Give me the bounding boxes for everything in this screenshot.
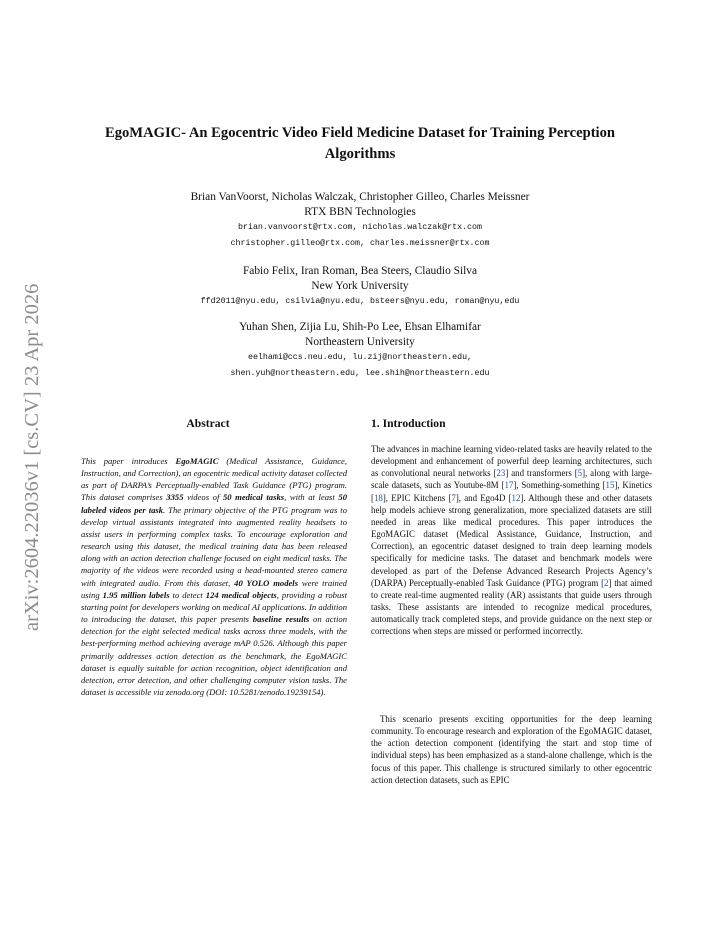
paper-title: EgoMAGIC- An Egocentric Video Field Medicine Dataset for Training Perception Algorithms <box>104 125 616 162</box>
abstract-emphasis: 3355 <box>166 492 184 503</box>
abstract-text <box>81 455 347 698</box>
author-names: Brian VanVoorst, Nicholas Walczak, Christopher Gilleo, Charles Meissner <box>190 191 530 203</box>
citation-link[interactable]: 15 <box>605 480 615 491</box>
citation-link[interactable]: 17 <box>504 480 514 491</box>
author-group-rtx <box>90 190 630 252</box>
author-affiliation: Northeastern University <box>305 336 415 348</box>
abstract-text-run: . The primary objective of the PTG program was to develop virtual assistants integrated into augmented reality headsets to assist users in performing complex tasks. To encourage exploration and research using this dataset, the medical training data has been released along with an action detection challenge focused on eight medical tasks. The majority of the videos were recorded using a head-mounted stereo camera with integrated audio. From this dataset, <box>81 504 347 588</box>
author-email-line: eelhami@ccs.neu.edu, lu.zij@northeastern.edu, <box>247 353 473 362</box>
author-names: Fabio Felix, Iran Roman, Bea Steers, Claudio Silva <box>242 265 478 277</box>
introduction-text-run: ] and transformers [ <box>505 468 578 479</box>
abstract-text-run: were trained using <box>81 577 347 600</box>
abstract-heading: Abstract <box>186 417 230 430</box>
introduction-text-run: ]. Although these and other datasets help models achieve strong generalization, more specialized datasets are still needed in areas like medical procedures. This paper introduces the EgoMAGIC dataset (Medical Assistance, Guidance, Instruction, and Correction), an egocentric dataset designed to train deep learning models specifically for medicine tasks. The dataset and benchmark models were developed as part of the Defense Advanced Research Projects Agency’s (DARPA) Perceptually-enabled Task Guidance (PTG) program [ <box>371 492 652 588</box>
abstract-text-run: , providing a robust starting point for developers working on medical AI applications. In addition to introducing the dataset, this paper presents <box>81 589 347 625</box>
author-affiliation: New York University <box>311 280 409 292</box>
author-email-line: brian.vanvoorst@rtx.com, nicholas.walczak@rtx.com <box>238 223 482 232</box>
introduction-text-run: This scenario presents exciting opportunities for the deep learning community. To encourage research and exploration of the EgoMAGIC dataset, the action detection component (identifying the start and stop time of individual steps) has been emphasized as a stand-alone challenge, which is the focus of this paper. This challenge is structured similarly to other egocentric action detection datasets, such as EPIC <box>371 714 652 785</box>
citation-link[interactable]: 7 <box>451 492 456 503</box>
abstract-text-run: on action detection for the eight selected medical tasks across three models, with the best-performing method achieving average mAP 0.526. Although this paper primarily addresses action detection as the benchmark, the EgoMAGIC dataset is equally suitable for action recognition, object identification and detection, error detection, and other challenging computer vision tasks. The dataset is accessible via zenodo.org (DOI: 10.5281/zenodo.19239154). <box>81 614 347 697</box>
introduction-text-run: ], and Ego4D [ <box>455 492 512 503</box>
arxiv-identifier-stamp: arXiv:2604.22036v1 [cs.CV] 23 Apr 2026 <box>21 283 43 631</box>
introduction-text-run: ] that aimed to create real-time augmented reality (AR) assistants that guide users through tasks. These assistants are intended to recognize medical procedures, automatically track completed steps, and provide guidance on the next step or corrections when steps are missed or performed incorrectly. <box>371 577 653 637</box>
author-group-nyu <box>90 264 630 310</box>
introduction-text-run: ], Something-something [ <box>513 480 606 491</box>
introduction-heading: 1. Introduction <box>371 417 446 430</box>
abstract-emphasis: 50 labeled videos per task <box>81 492 347 515</box>
author-email-line: christopher.gilleo@rtx.com, charles.meissner@rtx.com <box>230 239 490 248</box>
citation-link[interactable]: 18 <box>373 492 383 503</box>
abstract-emphasis: EgoMAGIC <box>175 456 219 466</box>
introduction-text-run: The advances in machine learning video-related tasks are heavily related to the development and enhancement of powerful deep learning architectures, such as convolutional neural networks [ <box>371 444 652 479</box>
abstract-emphasis: 1.95 million labels <box>102 589 170 600</box>
abstract-emphasis: 124 medical objects <box>205 589 277 600</box>
author-names: Yuhan Shen, Zijia Lu, Shih-Po Lee, Ehsan Elhamifar <box>239 321 481 333</box>
author-email-line: ffd2011@nyu.edu, csilvia@nyu.edu, bsteers@nyu.edu, roman@nyu,edu <box>200 297 520 306</box>
abstract-text-run: to detect <box>169 589 206 600</box>
citation-link[interactable]: 5 <box>577 468 583 479</box>
author-affiliation: RTX BBN Technologies <box>304 206 416 218</box>
citation-link[interactable]: 12 <box>511 492 521 503</box>
introduction-paragraph <box>371 443 652 638</box>
author-group-northeastern <box>90 320 630 382</box>
introduction-text-run: ], along with large-scale datasets, such as Youtube-8M [ <box>371 468 653 491</box>
abstract-emphasis: 40 YOLO models <box>234 577 299 588</box>
abstract-text-run: , with at least <box>284 492 339 503</box>
introduction-paragraph <box>371 713 652 786</box>
abstract-emphasis: 50 medical tasks <box>222 492 285 503</box>
abstract-text-run: videos of <box>183 492 223 503</box>
citation-link[interactable]: 2 <box>604 577 609 588</box>
abstract-text-run: This paper introduces <box>81 456 176 466</box>
abstract-text-run: (Medical Assistance, Guidance, Instruction, and Correction), an egocentric medical activity dataset collected as part of DARPA’s Perceptually-enabled Task Guidance (PTG) program. This dataset comprises <box>81 456 348 503</box>
abstract-emphasis: baseline results <box>252 614 310 625</box>
introduction-text-run: ], Kinetics [ <box>371 480 652 503</box>
author-email-line: shen.yuh@northeastern.edu, lee.shih@northeastern.edu <box>230 369 490 378</box>
citation-link[interactable]: 23 <box>496 468 506 479</box>
introduction-text-run: ], EPIC Kitchens [ <box>382 492 452 503</box>
